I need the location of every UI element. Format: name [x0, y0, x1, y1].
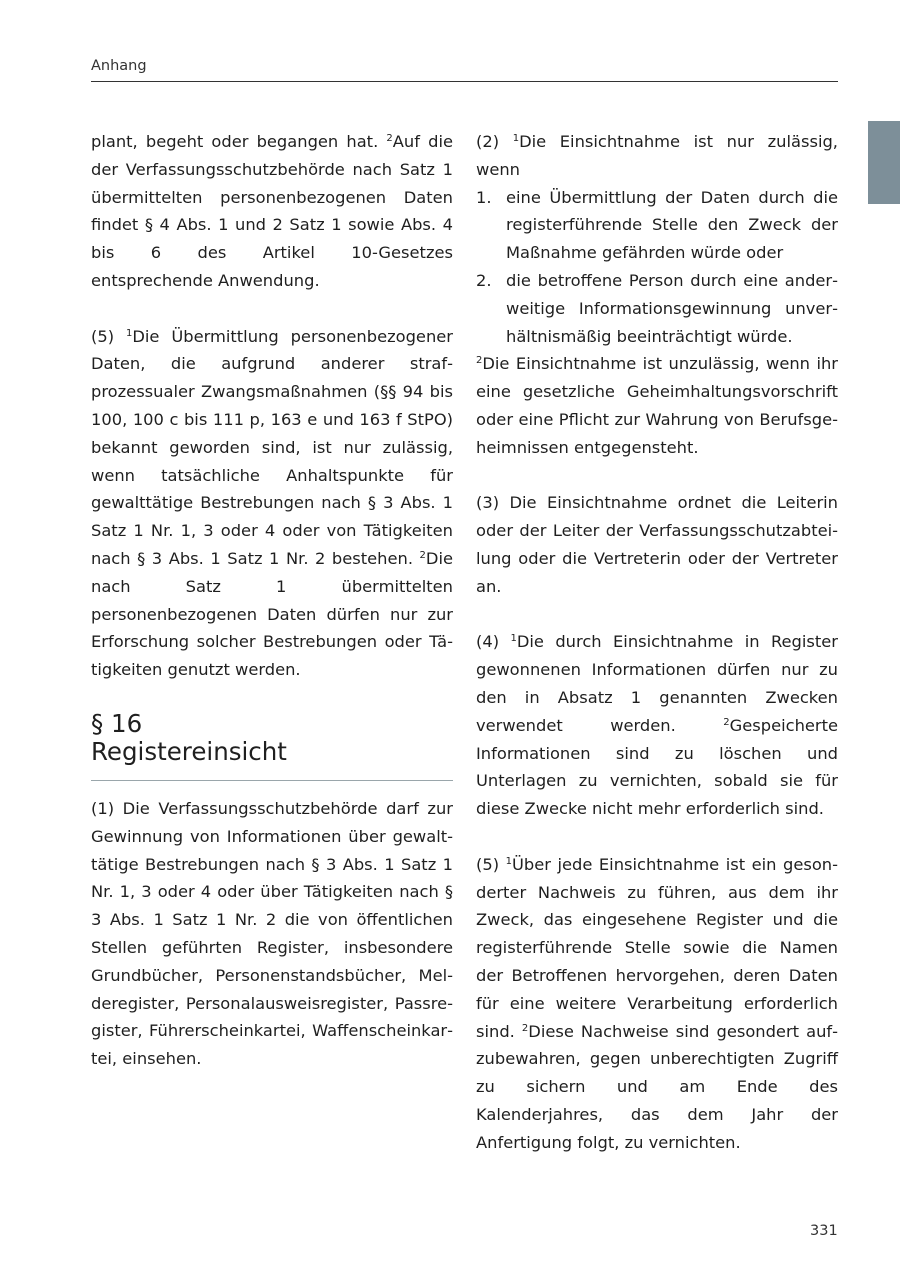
paragraph-text: Gespeicherte Informationen sind zu löschen und Unterlagen zu vernichten, sobald sie für diese Zwecke nicht mehr erforderlich sind. — [476, 715, 838, 819]
list-item-number: 1. — [476, 187, 492, 207]
sentence-number: 2 — [723, 716, 730, 728]
sentence-number: 1 — [505, 855, 512, 867]
paragraph-text: Die Übermittlung personenbezogener Daten, die aufgrund anderer strafprozessualer Zwangsmaßnahmen (§§ 94 bis 100, 100 c bis 111 p, 163 e und 163 f StPO) bekannt geworden sind, ist nur zulässig, wenn tatsächliche Anhaltspunkte für gewalttätige Bestrebungen nach § 3 Abs. 1 Satz 1 Nr. 1, 3 oder 4 oder von Tätigkeiten nach § 3 Abs. 1 Satz 1 Nr. 2 bestehen. — [91, 326, 453, 568]
paragraph-text: plant, begeht oder begangen hat. — [91, 132, 387, 151]
paragraph-2-sentence-2 — [476, 350, 838, 461]
list-item-text: eine Übermittlung der Daten durch die registerführende Stelle den Zweck der Maßnahme gefährden würde oder — [506, 187, 838, 263]
paragraph-prefix: (2) — [476, 132, 513, 151]
paragraph-text: Die Einsichtnahme ist unzulässig, wenn ihr eine gesetzliche Geheimhaltungsvorschrift oder eine Pflicht zur Wahrung von Berufsgeheimnissen entgegensteht. — [476, 354, 838, 457]
sentence-number: 2 — [386, 133, 393, 144]
paragraph-2-intro — [476, 128, 838, 184]
sentence-number: 2 — [419, 549, 426, 561]
sentence-number: 2 — [521, 1022, 529, 1034]
paragraph-text: Die Einsichtnahme ist nur zulässig, wenn — [476, 132, 838, 179]
left-column — [91, 128, 453, 1073]
page-number: 331 — [810, 1223, 838, 1239]
list-item — [476, 267, 838, 350]
paragraph-prefix: (4) — [476, 632, 511, 652]
running-head: Anhang — [91, 58, 147, 74]
paragraph-4 — [476, 628, 838, 823]
paragraph-prefix: (5) — [476, 854, 506, 874]
section-title: Registereinsicht — [91, 736, 287, 766]
sentence-number: 2 — [476, 355, 483, 367]
paragraph-text: Die nach Satz 1 übermittelten personenbezogenen Daten dürfen nur zur Erforschung solcher Bestrebungen oder Tätigkeiten genutzt werden. — [91, 548, 453, 680]
paragraph-continued — [91, 128, 453, 295]
section-16-paragraph-1: (1) Die Verfassungsschutzbehörde darf zur Gewinnung von Informationen über gewalttätige Bestrebungen nach § 3 Abs. 1 Satz 1 Nr. 1, 3 oder 4 oder über Tätigkeiten nach § 3 Abs. 1 Satz 1 Nr. 2 die von öffentlichen Stellen geführten Register, insbesondere Grundbücher, Personenstandsbücher, Melderegister, Personalausweisregister, Passregister, Führerscheinkartei, Waffenscheinkartei, einsehen. — [91, 798, 453, 1069]
section-number: § 16 — [91, 708, 143, 738]
paragraph-3: (3) Die Einsichtnahme ordnet die Leiterin oder der Leiter der Verfassungsschutzabteilung oder die Vertreterin oder der Vertreter an. — [476, 493, 838, 596]
paragraph-text: Auf die der Verfassungsschutzbehörde nach Satz 1 übermittelten personenbezogenen Daten findet § 4 Abs. 1 und 2 Satz 1 sowie Abs. 4 bis 6 des Artikel 10-Gesetzes entsprechende Anwendung. — [91, 132, 453, 290]
list-item — [476, 184, 838, 267]
sentence-number: 1 — [510, 633, 517, 645]
paragraph-5 — [91, 323, 453, 684]
paragraph-text: Die durch Einsichtnahme in Register gewonnenen Informationen dürfen nur zu den in Absatz 1 genannten Zwecken verwendet werden. — [476, 632, 838, 735]
sentence-number: 1 — [512, 133, 520, 144]
right-column — [476, 128, 838, 1156]
sentence-number: 1 — [125, 327, 133, 339]
chapter-thumb-tab — [868, 121, 900, 204]
paragraph-5-right — [476, 851, 838, 1157]
section-heading — [91, 710, 453, 781]
list-item-text: die betroffene Person durch eine anderweitige Informationsgewinnung unverhältnismäßig beeinträchtigt würde. — [506, 270, 838, 346]
list-item-number: 2. — [476, 270, 492, 290]
paragraph-text: Diese Nachweise sind gesondert aufzubewahren, gegen unberechtigten Zugriff zu sichern und am Ende des Kalenderjahres, das dem Jahr der Anfertigung folgt, zu vernichten. — [476, 1021, 838, 1152]
header-rule — [91, 81, 838, 82]
paragraph-prefix: (5) — [91, 326, 126, 346]
paragraph-text: Über jede Einsichtnahme ist ein gesonderter Nachweis zu führen, aus dem ihr Zweck, das eingesehene Register und die registerführende Stelle sowie die Namen der Betroffenen hervorgehen, deren Daten für eine weitere Verarbeitung erforderlich sind. — [476, 854, 838, 1041]
